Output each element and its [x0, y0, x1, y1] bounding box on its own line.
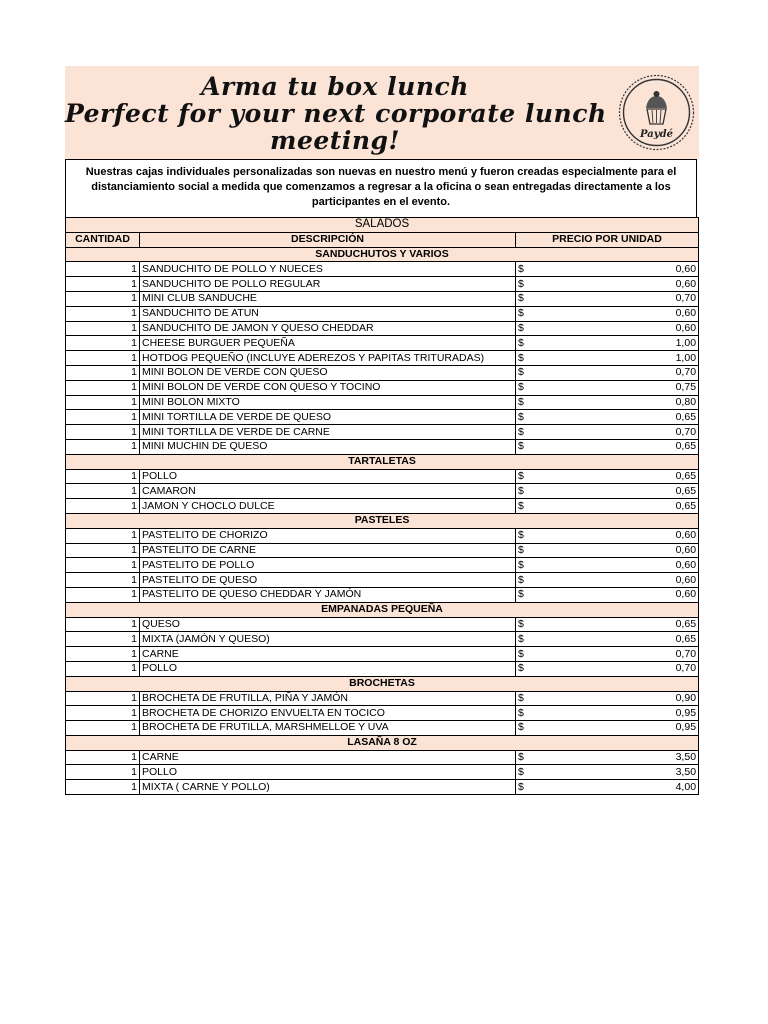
- quantity-cell: 1: [66, 573, 140, 588]
- price-cell: [516, 587, 699, 602]
- quantity-cell: 1: [66, 706, 140, 721]
- table-row: [66, 543, 699, 558]
- quantity-cell: 1: [66, 277, 140, 292]
- currency-symbol: $: [518, 691, 524, 704]
- table-row: [66, 395, 699, 410]
- bakery-logo: [618, 74, 695, 151]
- description-cell: PASTELITO DE QUESO CHEDDAR Y JAMÓN: [140, 587, 516, 602]
- quantity-cell: 1: [66, 380, 140, 395]
- description-cell: CAMARON: [140, 484, 516, 499]
- description-cell: SANDUCHITO DE ATUN: [140, 306, 516, 321]
- quantity-cell: 1: [66, 351, 140, 366]
- table-row: [66, 439, 699, 454]
- quantity-cell: 1: [66, 647, 140, 662]
- currency-symbol: $: [518, 721, 524, 734]
- price-cell: [516, 336, 699, 351]
- description-cell: PASTELITO DE QUESO: [140, 573, 516, 588]
- description-cell: POLLO: [140, 765, 516, 780]
- description-cell: MINI BOLON DE VERDE CON QUESO: [140, 365, 516, 380]
- section-title: LASAÑA 8 OZ: [66, 735, 699, 750]
- description-cell: QUESO: [140, 617, 516, 632]
- quantity-cell: 1: [66, 587, 140, 602]
- price-value: 0,60: [675, 277, 697, 290]
- section-row: [66, 247, 699, 262]
- column-header-unit-price: PRECIO POR UNIDAD: [516, 232, 699, 247]
- currency-symbol: $: [518, 588, 524, 601]
- column-header-description: DESCRIPCIÓN: [140, 232, 516, 247]
- description-cell: BROCHETA DE FRUTILLA, MARSHMELLOE Y UVA: [140, 721, 516, 736]
- currency-symbol: $: [518, 617, 524, 630]
- currency-symbol: $: [518, 780, 524, 793]
- price-cell: [516, 365, 699, 380]
- quantity-cell: 1: [66, 691, 140, 706]
- description-cell: CARNE: [140, 750, 516, 765]
- table-row: [66, 336, 699, 351]
- price-cell: [516, 321, 699, 336]
- currency-symbol: $: [518, 484, 524, 497]
- price-cell: [516, 632, 699, 647]
- currency-symbol: $: [518, 529, 524, 542]
- description-cell: PASTELITO DE CHORIZO: [140, 528, 516, 543]
- price-cell: [516, 750, 699, 765]
- description-cell: SANDUCHITO DE JAMON Y QUESO CHEDDAR: [140, 321, 516, 336]
- description-cell: CHEESE BURGUER PEQUEÑA: [140, 336, 516, 351]
- price-cell: [516, 291, 699, 306]
- price-cell: [516, 558, 699, 573]
- cupcake-icon: [646, 91, 667, 124]
- quantity-cell: 1: [66, 499, 140, 514]
- currency-symbol: $: [518, 706, 524, 719]
- price-value: 0,60: [675, 262, 697, 275]
- quantity-cell: 1: [66, 321, 140, 336]
- table-row: [66, 380, 699, 395]
- price-value: 1,00: [675, 336, 697, 349]
- column-header-row: [66, 232, 699, 247]
- table-row: [66, 706, 699, 721]
- price-cell: [516, 528, 699, 543]
- logo-brand-name: Paydé: [640, 129, 673, 140]
- description-cell: HOTDOG PEQUEÑO (INCLUYE ADEREZOS Y PAPITAS TRITURADAS): [140, 351, 516, 366]
- quantity-cell: 1: [66, 365, 140, 380]
- table-row: [66, 484, 699, 499]
- quantity-cell: 1: [66, 661, 140, 676]
- section-title: BROCHETAS: [66, 676, 699, 691]
- price-value: 0,65: [675, 469, 697, 482]
- table-row: [66, 765, 699, 780]
- currency-symbol: $: [518, 351, 524, 364]
- price-value: 0,65: [675, 440, 697, 453]
- table-row: [66, 351, 699, 366]
- description-cell: POLLO: [140, 661, 516, 676]
- price-value: 0,70: [675, 647, 697, 660]
- description-cell: BROCHETA DE CHORIZO ENVUELTA EN TOCICO: [140, 706, 516, 721]
- quantity-cell: 1: [66, 262, 140, 277]
- price-cell: [516, 543, 699, 558]
- table-row: [66, 780, 699, 795]
- description-cell: MIXTA (JAMÓN Y QUESO): [140, 632, 516, 647]
- quantity-cell: 1: [66, 780, 140, 795]
- price-value: 0,80: [675, 395, 697, 408]
- column-header-quantity: CANTIDAD: [66, 232, 140, 247]
- price-value: 0,60: [675, 543, 697, 556]
- description-cell: PASTELITO DE POLLO: [140, 558, 516, 573]
- price-cell: [516, 469, 699, 484]
- menu-header: [65, 66, 699, 159]
- currency-symbol: $: [518, 321, 524, 334]
- table-row: [66, 691, 699, 706]
- currency-symbol: $: [518, 765, 524, 778]
- price-value: 0,70: [675, 425, 697, 438]
- section-row: [66, 676, 699, 691]
- price-value: 0,70: [675, 366, 697, 379]
- price-cell: [516, 706, 699, 721]
- price-value: 0,65: [675, 484, 697, 497]
- price-cell: [516, 306, 699, 321]
- currency-symbol: $: [518, 647, 524, 660]
- currency-symbol: $: [518, 366, 524, 379]
- table-row: [66, 573, 699, 588]
- section-row: [66, 454, 699, 469]
- currency-symbol: $: [518, 469, 524, 482]
- section-row: [66, 735, 699, 750]
- currency-symbol: $: [518, 262, 524, 275]
- description-cell: PASTELITO DE CARNE: [140, 543, 516, 558]
- description-cell: MINI MUCHIN DE QUESO: [140, 439, 516, 454]
- price-cell: [516, 780, 699, 795]
- table-row: [66, 277, 699, 292]
- quantity-cell: 1: [66, 558, 140, 573]
- description-cell: MINI TORTILLA DE VERDE DE CARNE: [140, 425, 516, 440]
- quantity-cell: 1: [66, 484, 140, 499]
- description-cell: MINI BOLON DE VERDE CON QUESO Y TOCINO: [140, 380, 516, 395]
- quantity-cell: 1: [66, 543, 140, 558]
- description-cell: SANDUCHITO DE POLLO REGULAR: [140, 277, 516, 292]
- quantity-cell: 1: [66, 721, 140, 736]
- table-row: [66, 425, 699, 440]
- table-title: SALADOS: [66, 218, 699, 233]
- section-title: PASTELES: [66, 513, 699, 528]
- price-cell: [516, 765, 699, 780]
- price-value: 0,60: [675, 558, 697, 571]
- currency-symbol: $: [518, 751, 524, 764]
- quantity-cell: 1: [66, 306, 140, 321]
- currency-symbol: $: [518, 573, 524, 586]
- quantity-cell: 1: [66, 617, 140, 632]
- currency-symbol: $: [518, 292, 524, 305]
- price-value: 4,00: [675, 780, 697, 793]
- description-cell: SANDUCHITO DE POLLO Y NUECES: [140, 262, 516, 277]
- price-cell: [516, 410, 699, 425]
- price-value: 0,65: [675, 499, 697, 512]
- menu-table: [65, 217, 699, 795]
- price-value: 0,75: [675, 381, 697, 394]
- description-cell: MINI TORTILLA DE VERDE DE QUESO: [140, 410, 516, 425]
- quantity-cell: 1: [66, 410, 140, 425]
- price-value: 0,70: [675, 662, 697, 675]
- section-title: SANDUCHUTOS Y VARIOS: [66, 247, 699, 262]
- currency-symbol: $: [518, 499, 524, 512]
- price-value: 0,60: [675, 529, 697, 542]
- title-line-1: Arma tu box lunch: [201, 72, 469, 101]
- table-row: [66, 558, 699, 573]
- price-value: 0,60: [675, 307, 697, 320]
- table-row: [66, 291, 699, 306]
- price-value: 3,50: [675, 751, 697, 764]
- description-cell: POLLO: [140, 469, 516, 484]
- price-cell: [516, 395, 699, 410]
- table-row: [66, 469, 699, 484]
- currency-symbol: $: [518, 307, 524, 320]
- price-cell: [516, 425, 699, 440]
- price-cell: [516, 617, 699, 632]
- price-cell: [516, 484, 699, 499]
- quantity-cell: 1: [66, 439, 140, 454]
- price-value: 0,60: [675, 573, 697, 586]
- price-cell: [516, 380, 699, 395]
- price-cell: [516, 277, 699, 292]
- description-cell: MIXTA ( CARNE Y POLLO): [140, 780, 516, 795]
- table-row: [66, 661, 699, 676]
- currency-symbol: $: [518, 381, 524, 394]
- price-value: 0,65: [675, 632, 697, 645]
- title-line-3: meeting!: [270, 126, 400, 155]
- intro-text: Nuestras cajas individuales personalizadas son nuevas en nuestro menú y fueron creadas especialmente para el distanciamiento social a medida que comenzamos a regresar a la oficina o sean entregadas directamente a los participantes en el evento.: [65, 159, 697, 217]
- currency-symbol: $: [518, 632, 524, 645]
- description-cell: CARNE: [140, 647, 516, 662]
- currency-symbol: $: [518, 440, 524, 453]
- price-value: 0,60: [675, 321, 697, 334]
- table-title-row: [66, 218, 699, 233]
- quantity-cell: 1: [66, 336, 140, 351]
- price-value: 0,70: [675, 292, 697, 305]
- price-value: 3,50: [675, 765, 697, 778]
- currency-symbol: $: [518, 336, 524, 349]
- quantity-cell: 1: [66, 425, 140, 440]
- currency-symbol: $: [518, 395, 524, 408]
- description-cell: JAMON Y CHOCLO DULCE: [140, 499, 516, 514]
- table-row: [66, 306, 699, 321]
- section-row: [66, 602, 699, 617]
- price-cell: [516, 721, 699, 736]
- quantity-cell: 1: [66, 469, 140, 484]
- price-cell: [516, 647, 699, 662]
- table-row: [66, 321, 699, 336]
- price-cell: [516, 573, 699, 588]
- price-cell: [516, 499, 699, 514]
- section-title: EMPANADAS PEQUEÑA: [66, 602, 699, 617]
- table-row: [66, 617, 699, 632]
- quantity-cell: 1: [66, 632, 140, 647]
- currency-symbol: $: [518, 277, 524, 290]
- table-row: [66, 632, 699, 647]
- table-row: [66, 647, 699, 662]
- table-row: [66, 365, 699, 380]
- description-cell: MINI CLUB SANDUCHE: [140, 291, 516, 306]
- table-row: [66, 721, 699, 736]
- description-cell: BROCHETA DE FRUTILLA, PIÑA Y JAMÓN: [140, 691, 516, 706]
- price-value: 0,95: [675, 706, 697, 719]
- quantity-cell: 1: [66, 528, 140, 543]
- table-row: [66, 750, 699, 765]
- price-value: 1,00: [675, 351, 697, 364]
- quantity-cell: 1: [66, 750, 140, 765]
- description-cell: MINI BOLON MIXTO: [140, 395, 516, 410]
- price-cell: [516, 351, 699, 366]
- section-title: TARTALETAS: [66, 454, 699, 469]
- price-value: 0,95: [675, 721, 697, 734]
- price-value: 0,65: [675, 617, 697, 630]
- price-value: 0,90: [675, 691, 697, 704]
- price-value: 0,60: [675, 588, 697, 601]
- table-row: [66, 262, 699, 277]
- table-row: [66, 587, 699, 602]
- price-value: 0,65: [675, 410, 697, 423]
- title-line-2: Perfect for your next corporate lunch: [65, 99, 607, 128]
- quantity-cell: 1: [66, 395, 140, 410]
- table-row: [66, 499, 699, 514]
- currency-symbol: $: [518, 662, 524, 675]
- currency-symbol: $: [518, 543, 524, 556]
- currency-symbol: $: [518, 410, 524, 423]
- section-row: [66, 513, 699, 528]
- quantity-cell: 1: [66, 291, 140, 306]
- price-cell: [516, 691, 699, 706]
- currency-symbol: $: [518, 425, 524, 438]
- price-cell: [516, 439, 699, 454]
- price-cell: [516, 661, 699, 676]
- table-row: [66, 528, 699, 543]
- quantity-cell: 1: [66, 765, 140, 780]
- currency-symbol: $: [518, 558, 524, 571]
- table-row: [66, 410, 699, 425]
- price-cell: [516, 262, 699, 277]
